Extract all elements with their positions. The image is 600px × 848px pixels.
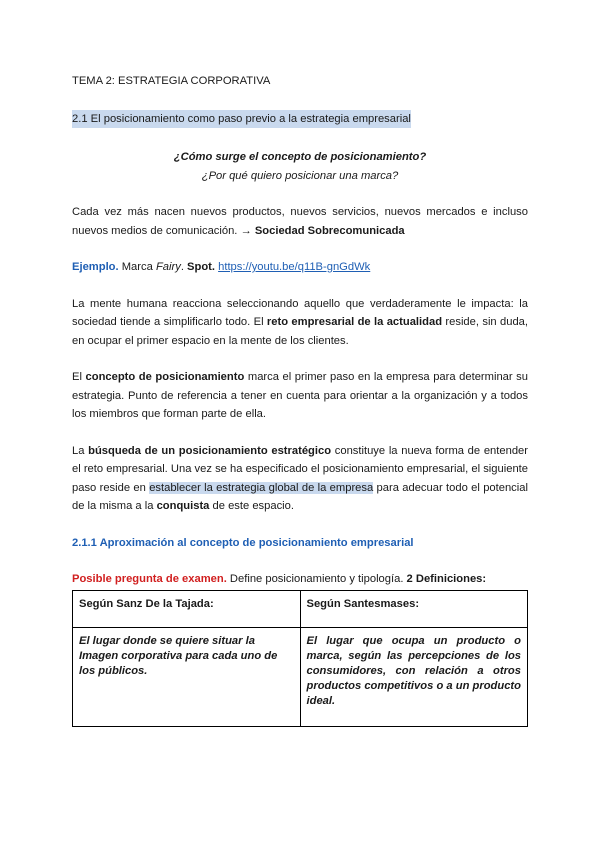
paragraph-bold: conquista [156, 500, 210, 512]
paragraph-sobrecomunicada [72, 203, 528, 240]
table-header-cell: Según Santesmases: [300, 590, 528, 627]
exam-text: Define posicionamiento y tipología. [226, 573, 407, 585]
table-cell-sanz: El lugar donde se quiere situar la Imagen corporativa para cada uno de los públicos. [73, 627, 301, 726]
section-heading-2-1: 2.1 El posicionamiento como paso previo a la estrategia empresarial [72, 110, 411, 129]
paragraph-text: El [72, 371, 86, 383]
question-main: ¿Cómo surge el concepto de posicionamiento? [173, 151, 427, 163]
table-cell-santesmases: El lugar que ocupa un producto o marca, según las percepciones de los consumidores, con relación a otros productos competitivos o a un producto ideal. [300, 627, 528, 726]
paragraph-mente-humana [72, 295, 528, 351]
exam-question-line [72, 570, 528, 589]
paragraph-busqueda [72, 442, 528, 516]
question-sub: ¿Por qué quiero posicionar una marca? [201, 169, 399, 182]
example-sep: . [180, 261, 188, 273]
example-label: Ejemplo. [72, 261, 119, 273]
paragraph-text: de este espacio. [209, 500, 294, 512]
paragraph-concepto [72, 368, 528, 424]
table-header-row [73, 590, 528, 627]
example-brand: Fairy [155, 261, 181, 273]
paragraph-text: La mente humana reacciona seleccionando aquello que verdaderamente le impacta: la sociedad tiende a simplificarlo todo. El [72, 297, 528, 328]
paragraph-bold: Sociedad Sobrecomunicada [254, 224, 405, 237]
page-heading: TEMA 2: ESTRATEGIA CORPORATIVA [72, 75, 271, 87]
paragraph-bold: concepto de posicionamiento [85, 371, 245, 383]
paragraph-text: constituye la nueva forma de entender el reto empresarial. Una vez se ha especificado el posicionamiento empresarial, el siguiente paso reside en [72, 444, 528, 494]
table-header-cell: Según Sanz De la Tajada: [73, 590, 301, 627]
paragraph-text: reside, sin duda, en ocupar el primer espacio en la mente de los clientes. [72, 316, 529, 347]
paragraph-text: marca el primer paso en la empresa para determinar su estrategia. Punto de referencia a tener en cuenta para orientar a la organización y a todos los miembros que forman parte de ella. [72, 371, 528, 420]
paragraph-bold: búsqueda de un posicionamiento estratégico [88, 444, 332, 457]
paragraph-text: Cada vez más nacen nuevos productos, nuevos servicios, nuevos mercados e incluso nuevos medios de comunicación. → [72, 206, 528, 237]
paragraph-text: La [72, 444, 89, 457]
section-heading-2-1-1: 2.1.1 Aproximación al concepto de posicionamiento empresarial [72, 536, 414, 549]
document-body [72, 72, 528, 727]
paragraph-text: para adecuar todo el potencial de la misma a la [72, 481, 528, 512]
table-row [73, 627, 528, 726]
example-line [72, 258, 528, 277]
paragraph-bold: reto empresarial de la actualidad [266, 316, 443, 328]
definitions-table [72, 590, 528, 727]
paragraph-highlight: establecer la estrategia global de la empresa [149, 481, 374, 494]
exam-label: Posible pregunta de examen. [72, 573, 227, 585]
exam-bold: 2 Definiciones: [406, 573, 487, 585]
example-spot: Spot. [187, 261, 215, 273]
youtube-link[interactable]: https://youtu.be/q11B-gnGdWk [218, 261, 371, 273]
example-marca: Marca [118, 261, 156, 273]
